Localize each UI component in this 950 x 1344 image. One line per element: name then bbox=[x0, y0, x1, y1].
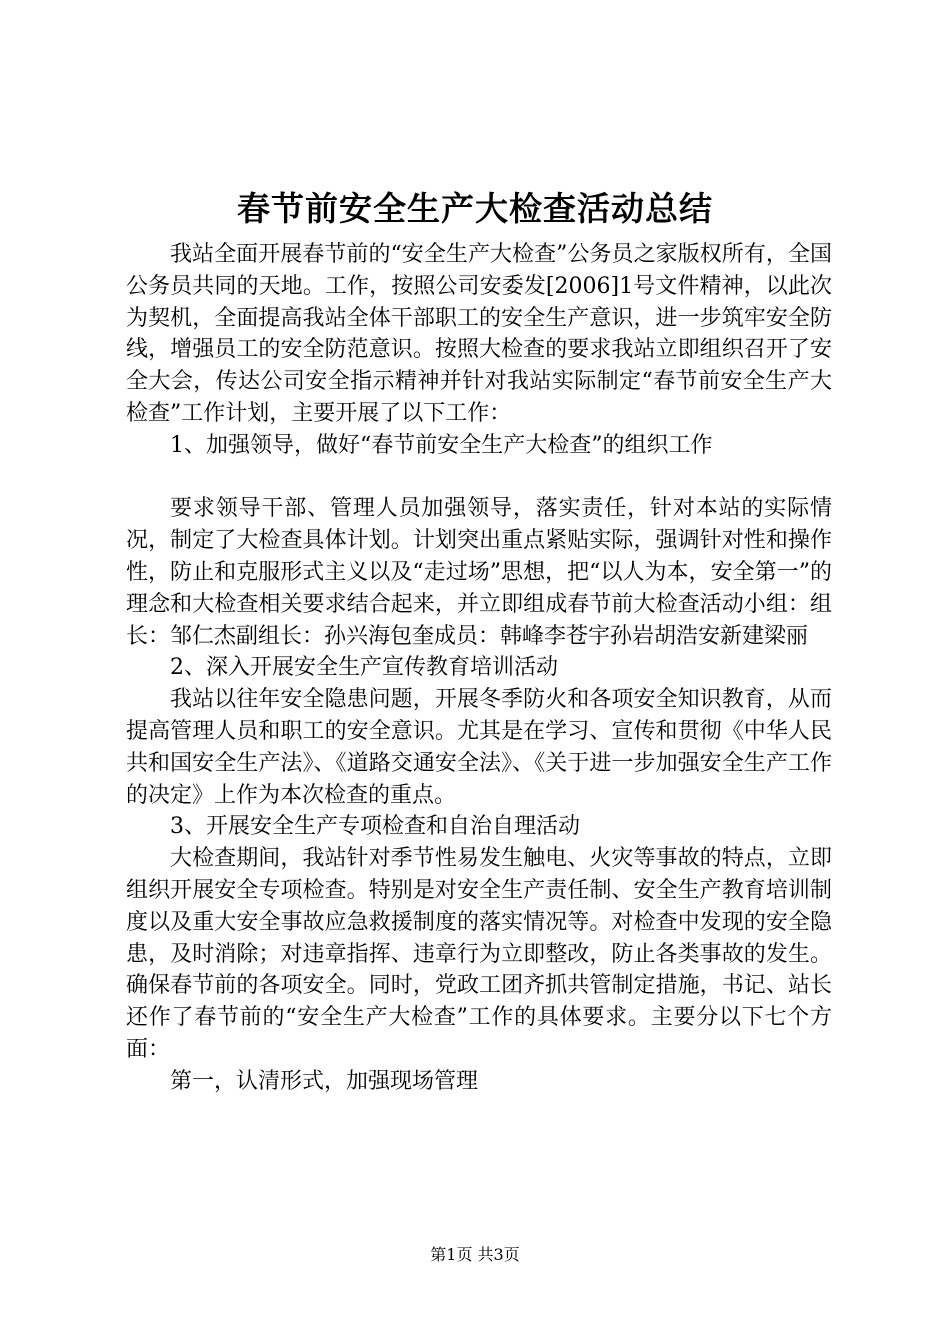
page-footer: 第1页 共3页 bbox=[430, 1245, 520, 1264]
subsection-heading-1: 第一，认清形式，加强现场管理 bbox=[170, 1068, 479, 1094]
paragraph-section-3: 大检查期间，我站针对季节性易发生触电、火灾等事故的特点，立即组织开展安全专项检查。特别是对安全生产责任制、安全生产教育培训制度以及重大安全事故应急救援制度的落实情况等。对检查中发现的安全隐患，及时消除；对违章指挥、违章行为立即整改，防止各类事故的发生。确保春节前的各项安全。同时，党政工团齐抓共管制定措施，书记、站长还作了春节前的“安全生产大检查”工作的具体要求。主要分以下七个方面： bbox=[126, 846, 832, 1062]
document-body bbox=[126, 239, 832, 1098]
paragraph-section-1: 要求领导干部、管理人员加强领导，落实责任，针对本站的实际情况，制定了大检查具体计划。计划突出重点紧贴实际，强调针对性和操作性，防止和克服形式主义以及“走过场”思想，把“以人为本，安全第一”的理念和大检查相关要求结合起来，并立即组成春节前大检查活动小组：组长：邹仁杰副组长：孙兴海包奎成员：韩峰李苍宇孙岩胡浩安新建梁丽 bbox=[126, 496, 832, 649]
paragraph-section-2: 我站以往年安全隐患问题，开展冬季防火和各项安全知识教育，从而提高管理人员和职工的安全意识。尤其是在学习、宣传和贯彻《中华人民共和国安全生产法》、《道路交通安全法》、《关于进一步加强安全生产工作的决定》上作为本次检查的重点。 bbox=[126, 687, 832, 808]
document-title: 春节前安全生产大检查活动总结 bbox=[237, 189, 713, 228]
paragraph-intro: 我站全面开展春节前的“安全生产大检查”公务员之家版权所有，全国公务员共同的天地。工作，按照公司安委发[2006]1号文件精神，以此次为契机，全面提高我站全体干部职工的安全生产意识，进一步筑牢安全防线，增强员工的安全防范意识。按照大检查的要求我站立即组织召开了安全大会，传达公司安全指示精神并针对我站实际制定“春节前安全生产大检查”工作计划，主要开展了以下工作： bbox=[126, 242, 832, 426]
section-heading-2: 2、深入开展安全生产宣传教育培训活动 bbox=[170, 655, 558, 681]
section-heading-1: 1、加强领导，做好“春节前安全生产大检查”的组织工作 bbox=[170, 432, 713, 458]
section-heading-3: 3、开展安全生产专项检查和自治自理活动 bbox=[170, 814, 580, 840]
